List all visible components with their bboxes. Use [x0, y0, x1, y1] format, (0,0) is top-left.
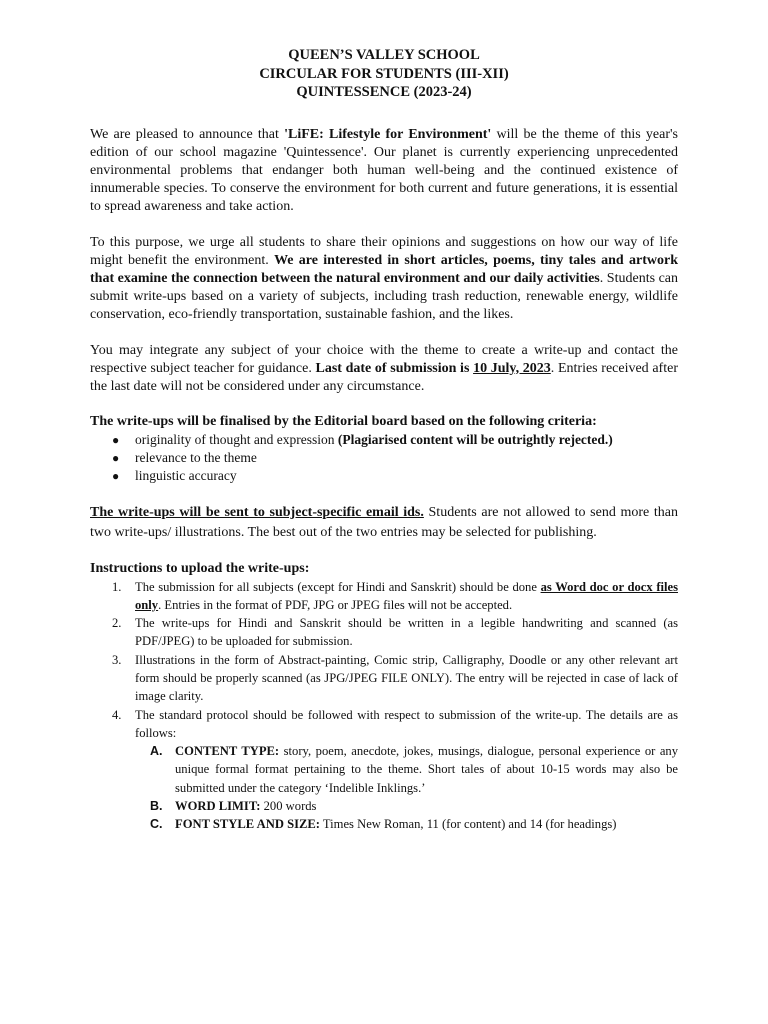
email-rule: The write-ups will be sent to subject-specific email ids. [90, 504, 424, 520]
bullet-icon: ● [112, 468, 120, 483]
step-text-end: . Entries in the format of PDF, JPG or JPEG files will not be accepted. [158, 597, 513, 612]
purpose-text-1: To this purpose, we urge all students to share their opinions and suggestions on how our way of life might benefit the environment. [90, 234, 678, 268]
instructions-list [90, 578, 678, 834]
deadline-date: 10 July, 2023 [473, 360, 551, 376]
intro-paragraph [90, 126, 678, 216]
detail-text: 200 words [260, 799, 317, 814]
purpose-paragraph [90, 234, 678, 324]
criteria-list [90, 431, 678, 485]
intro-text-2: will be the theme of this year's edition of our school magazine 'Quintessence'. Our planet is currently experiencing unprecedented environmental problems that endanger both human well-being and the continued existence of innumerable species. To conserve the environment for both current and future generations, it is essential to spread awareness and take action. [90, 126, 678, 214]
detail-label: WORD LIMIT: [175, 799, 261, 814]
criteria-text: linguistic accuracy [135, 467, 237, 483]
criteria-text: originality of thought and expression [135, 431, 338, 447]
step-text: The submission for all subjects (except for Hindi and Sanskrit) should be done [135, 579, 541, 594]
step-number: 4. [112, 707, 122, 722]
detail-label: FONT STYLE AND SIZE: [175, 817, 320, 832]
deadline-label: Last date of submission is [315, 360, 474, 376]
list-item [135, 815, 678, 833]
email-text: Students are not allowed to send more than two write-ups/ illustrations. The best out of the two entries may be selected for publishing. [90, 504, 678, 540]
criteria-heading: The write-ups will be finalised by the Editorial board based on the following criteria: [90, 413, 597, 429]
detail-text: Times New Roman, 11 (for content) and 14 (for headings) [320, 817, 617, 832]
list-item [90, 449, 678, 467]
step-number: 2. [112, 616, 122, 631]
detail-label: CONTENT TYPE: [175, 744, 280, 759]
purpose-emphasis: We are interested in short articles, poems, tiny tales and artwork that examine the connection between the natural environment and our daily activities [90, 252, 678, 286]
detail-letter: C. [150, 817, 163, 832]
detail-text: story, poem, anecdote, jokes, musings, dialogue, personal experience or any unique formal format pertaining to the theme. Short tales of about 10-15 words may also be submitted under the category ‘Indelible Inklings.’ [175, 744, 678, 795]
school-name: QUEEN’S VALLEY SCHOOL [288, 47, 480, 63]
plagiarism-note: (Plagiarised content will be outrightly rejected.) [337, 431, 613, 447]
circular-header [90, 46, 678, 102]
list-item [135, 797, 678, 815]
step-number: 1. [112, 579, 122, 594]
list-item [90, 651, 678, 706]
purpose-text-2: . Students can submit write-ups based on a variety of subjects, including trash reduction, renewable energy, wildlife conservation, eco-friendly transportation, sustainable fashion, and the likes. [90, 270, 679, 322]
list-item [90, 578, 678, 615]
bullet-icon: ● [112, 432, 120, 447]
email-paragraph [90, 503, 678, 543]
step-text: The write-ups for Hindi and Sanskrit should be written in a legible handwriting and scanned (as PDF/JPEG) to be uploaded for submission. [135, 616, 678, 649]
integrate-paragraph [90, 342, 678, 396]
list-item [90, 467, 678, 485]
list-item [90, 431, 678, 449]
bullet-icon: ● [112, 450, 120, 465]
format-requirement: as Word doc or docx files only [135, 579, 678, 612]
detail-letter: B. [150, 799, 163, 814]
details-list [135, 742, 678, 833]
step-number: 3. [112, 652, 122, 667]
list-item [135, 742, 678, 797]
criteria-text: relevance to the theme [135, 449, 257, 465]
instructions-heading: Instructions to upload the write-ups: [90, 560, 310, 576]
list-item [90, 614, 678, 651]
integrate-text-1: You may integrate any subject of your choice with the theme to create a write-up and contact the respective subject teacher for guidance. [90, 342, 678, 376]
circular-title: CIRCULAR FOR STUDENTS (III-XII) [259, 65, 509, 82]
intro-text-1: We are pleased to announce that [90, 126, 285, 142]
theme-name: 'LiFE: Lifestyle for Environment' [284, 126, 492, 142]
step-text: The standard protocol should be followed with respect to submission of the write-up. The details are as follows: [135, 707, 678, 740]
step-text: Illustrations in the form of Abstract-painting, Comic strip, Calligraphy, Doodle or any other relevant art form should be properly scanned (as JPG/JPEG FILE ONLY). The entry will be rejected in case of lack of image clarity. [135, 652, 678, 704]
integrate-text-2: . Entries received after the last date will not be considered under any circumstance. [90, 360, 678, 394]
circular-page [90, 46, 678, 834]
list-item [90, 706, 678, 834]
detail-letter: A. [150, 744, 163, 759]
magazine-title: QUINTESSENCE (2023-24) [296, 84, 472, 100]
